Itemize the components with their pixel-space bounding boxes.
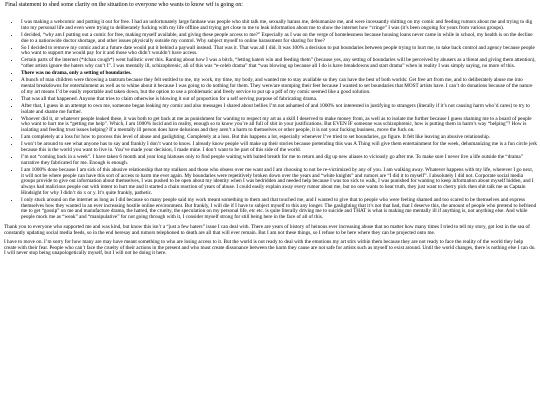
statement-item: • I am 1000% done because I am sick of this abusive relationship that my stalkers and those who obsess over me want and I am choosing to not be re-victimized by any of you. I am walking away. Whatever happens with my life, wherever I go next, it will not be where people can have this sort of access to harm me ever again. My boundaries were repetitively broken down over the years and “white knights” and rumors are “I did it to myself”. I absolutely I did not. Corporate social media groups provide to give out information about themselves, I was pushed to be open about my identity when I was bedridden and needed help because I was too sick to walk, I was punished for wanting to keep information about myself hidden, and I always had malicious people out with intent to hurt me and it started a chain reaction of years of abuse. I could easily explain away every rumor about me, but no one wants to hear truth, they just want to cherry pick then shit talk me as Captain Hindsight for why I didn’t do x or y. It’s quite frankly, pathetic. — [20, 168, 537, 197]
statement-item: • I am completely at a loss for how to process this level of abuse and gaslighting. Completely at a loss. But this happens a lot, especially whenever I’ve tried to set boundaries, go figure. It felt like leaving an abusive relationship. — [20, 135, 537, 141]
statement-item: • I’m not “coming back in a week”. I have taken 6 month and year long hiatuses only to find people waiting with baited breath for me to return and dig up new aliases to viciously go after me. To make sure I never live a life outside the “drama” narrative they fabricated for me. Enough is enough. — [20, 155, 537, 167]
statement-item: • I was making a webcomic and putting it out for free. I had an unfortunately large fanbase was people who shit talk me, sexually harass me, dehumanize me, and were incessantly shitting on my comic and feeding rumors about me and trying to dig into my personal life and even were trying to deliberately fucking with my life offline and trying get close to me to leak information about me to show the internet how “cringe” I was (it’s been ongoing for years from various groups). — [20, 20, 537, 32]
statement-item: • That was all that happened. Anyone that tries to claim otherwise is blowing it out of proportion for a self serving purpose of fabricating drama. — [20, 97, 537, 103]
statement-item: • Certain parts of the internet (*4chan cough*) went ballistic over this. Ranting about how I was a bitch, “letting haters win and feeding them” (because yes, any setting of boundaries will be perceived by abusers as a threat and giving them attention), “other artists ignore the haters why can’t I”. I was mentally ill, schizophrenic, all of this was “e-celeb drama” that “was blowing up because all I do is have breakdowns and start drama” when in reality I was simply saying, no more of this. — [20, 58, 537, 70]
statement-item: • A bunch of man children were throwing a tantrum because they felt entitled to me, my work, my time, my body, and wanted me to stay available so they can have the best of both worlds: Get free art from me, and to deliberately abuse me into mental breakdowns for entertainment as well as to whine about it because I was going to do nothing for them. They were/are stomping their feet because I wanted to set boundaries that MOST artists have. I can’t do donations because of the nature of my art means I’d be easily reportable and taken down, but the option to use a problematic and freely service to put up a pdf of my comic seemed like a good solution. — [20, 78, 537, 95]
statement-item: • So I decided to remove my comic and at a future date would put it behind a paywall instead. That was it. That was all I did. It was 100% a decision to put boundaries between people trying to hurt me, to take back control and agency because people who want to support me would pay for it and those who didn’t wouldn’t have access. — [20, 46, 537, 58]
closing-section — [4, 225, 536, 257]
closing-paragraph: I have to move on. I’m sorry for how many are may have meant something to who are losing access to it. But the world is not ready to deal with the emotions my art stirs within them because they are not ready to face the reality of the world they help create with their fear. People who can’t face the cruelty of their actions in the present and who must create dissonance between the harm they cause are not safe for artists such as myself to exist around. Until the world changes, there is nothing else I can do. I will never stop being unapologetically myself, but I will not be doing it here. — [4, 238, 536, 257]
statement-item: • Whoever did it, or whatever people leaked these, it was both to get back at me as punishment for wanting to respect my art as a skill I deserved to make money from, as well as to isolate me further because I guess shaming me to a board of people who want to hurt me is “getting me help”. Which, I am 1000% lucid and in reality, enough so to know you’re all full of shit in your justifications. But EVEN IF someone was schizophrenic, how is putting them in harm’s way “helping”? How is isolating and feeding trust issues helping? If a mentally ill person does have delusions and they aren’t a harm to themselves or other people, it is not your fucking business, move the fuck on. — [20, 117, 537, 134]
statement-item: • After that, I guess in an attempt to own me, someone began leaking my comic and also messages I shared about bellies I’m not ashamed of and 1000% not interested in justifying to strangers (literally if it’s not causing harm who’d cares) to try to isolate and shame me further. — [20, 104, 537, 116]
closing-paragraph: Thank you to everyone who supported me and was kind, but know this isn’t a “just a few haters” issue I can deal with. There are years of history of heinous ever increasing abuse that no matter how many times I tried to tell my story, got lost in the sea of constantly updating social media feeds, so in the end heresay and rumors telephoned to death are all that will ever remain. But I am not these things, so I refuse to be here where they can be projected onto me. — [4, 223, 530, 236]
statement-list — [3, 20, 537, 221]
statement-item: • I only stuck around on the internet as long as I did because so many people said my work meant something to them and that touched me, and I wanted to give that to people who were feeling shamed and too scared to be themselves and express themselves how they wanted in an ever increasing hostile online environment. But frankly, I will die if I have to subject myself to this any longer. The gaslighting that it’s not that bad, that I deserve this, the amount of people who pretend to befriend me to get “gossip” on me and manufacture drama, the hatred, the cruelty, the speculation on my personal life, etc etc. is quite literally driving me to suicide and THAT is what is making me mentally ill if anything is, not anything else. And while people mock me as “weak” and “manipulative” for not going through with it, I consider myself strong for still being here in the face of all of this. — [20, 198, 537, 221]
statement-item: • I won’t be around to see what anyone has to say and frankly I don’t want to know. I already know people will make up their stories because pretending this was A Thing will give them entertainment for the week, dehumanizing me is a fun circle jerk because this is the world you want to live in. You’ve made your decision, I made mine. I don’t want to be part of this side of the world. — [20, 142, 537, 154]
statement-item: • I decided, “why am I putting out a comic for free, making myself available, and giving these people access to me?” Especially as I was on the verge of homelessness because housing loans never came in while in school, my health is on the decline due to a nationwide doctor shortage, and other issues physically outside my control. Why subject myself to online harassment for sharing for free? — [20, 33, 537, 45]
statement-item: • There was no drama, only a setting of boundaries. — [20, 71, 537, 77]
document-title: Final statement to shed some clarity on the situation to everyone who wants to know wtf is going on: — [5, 2, 243, 8]
